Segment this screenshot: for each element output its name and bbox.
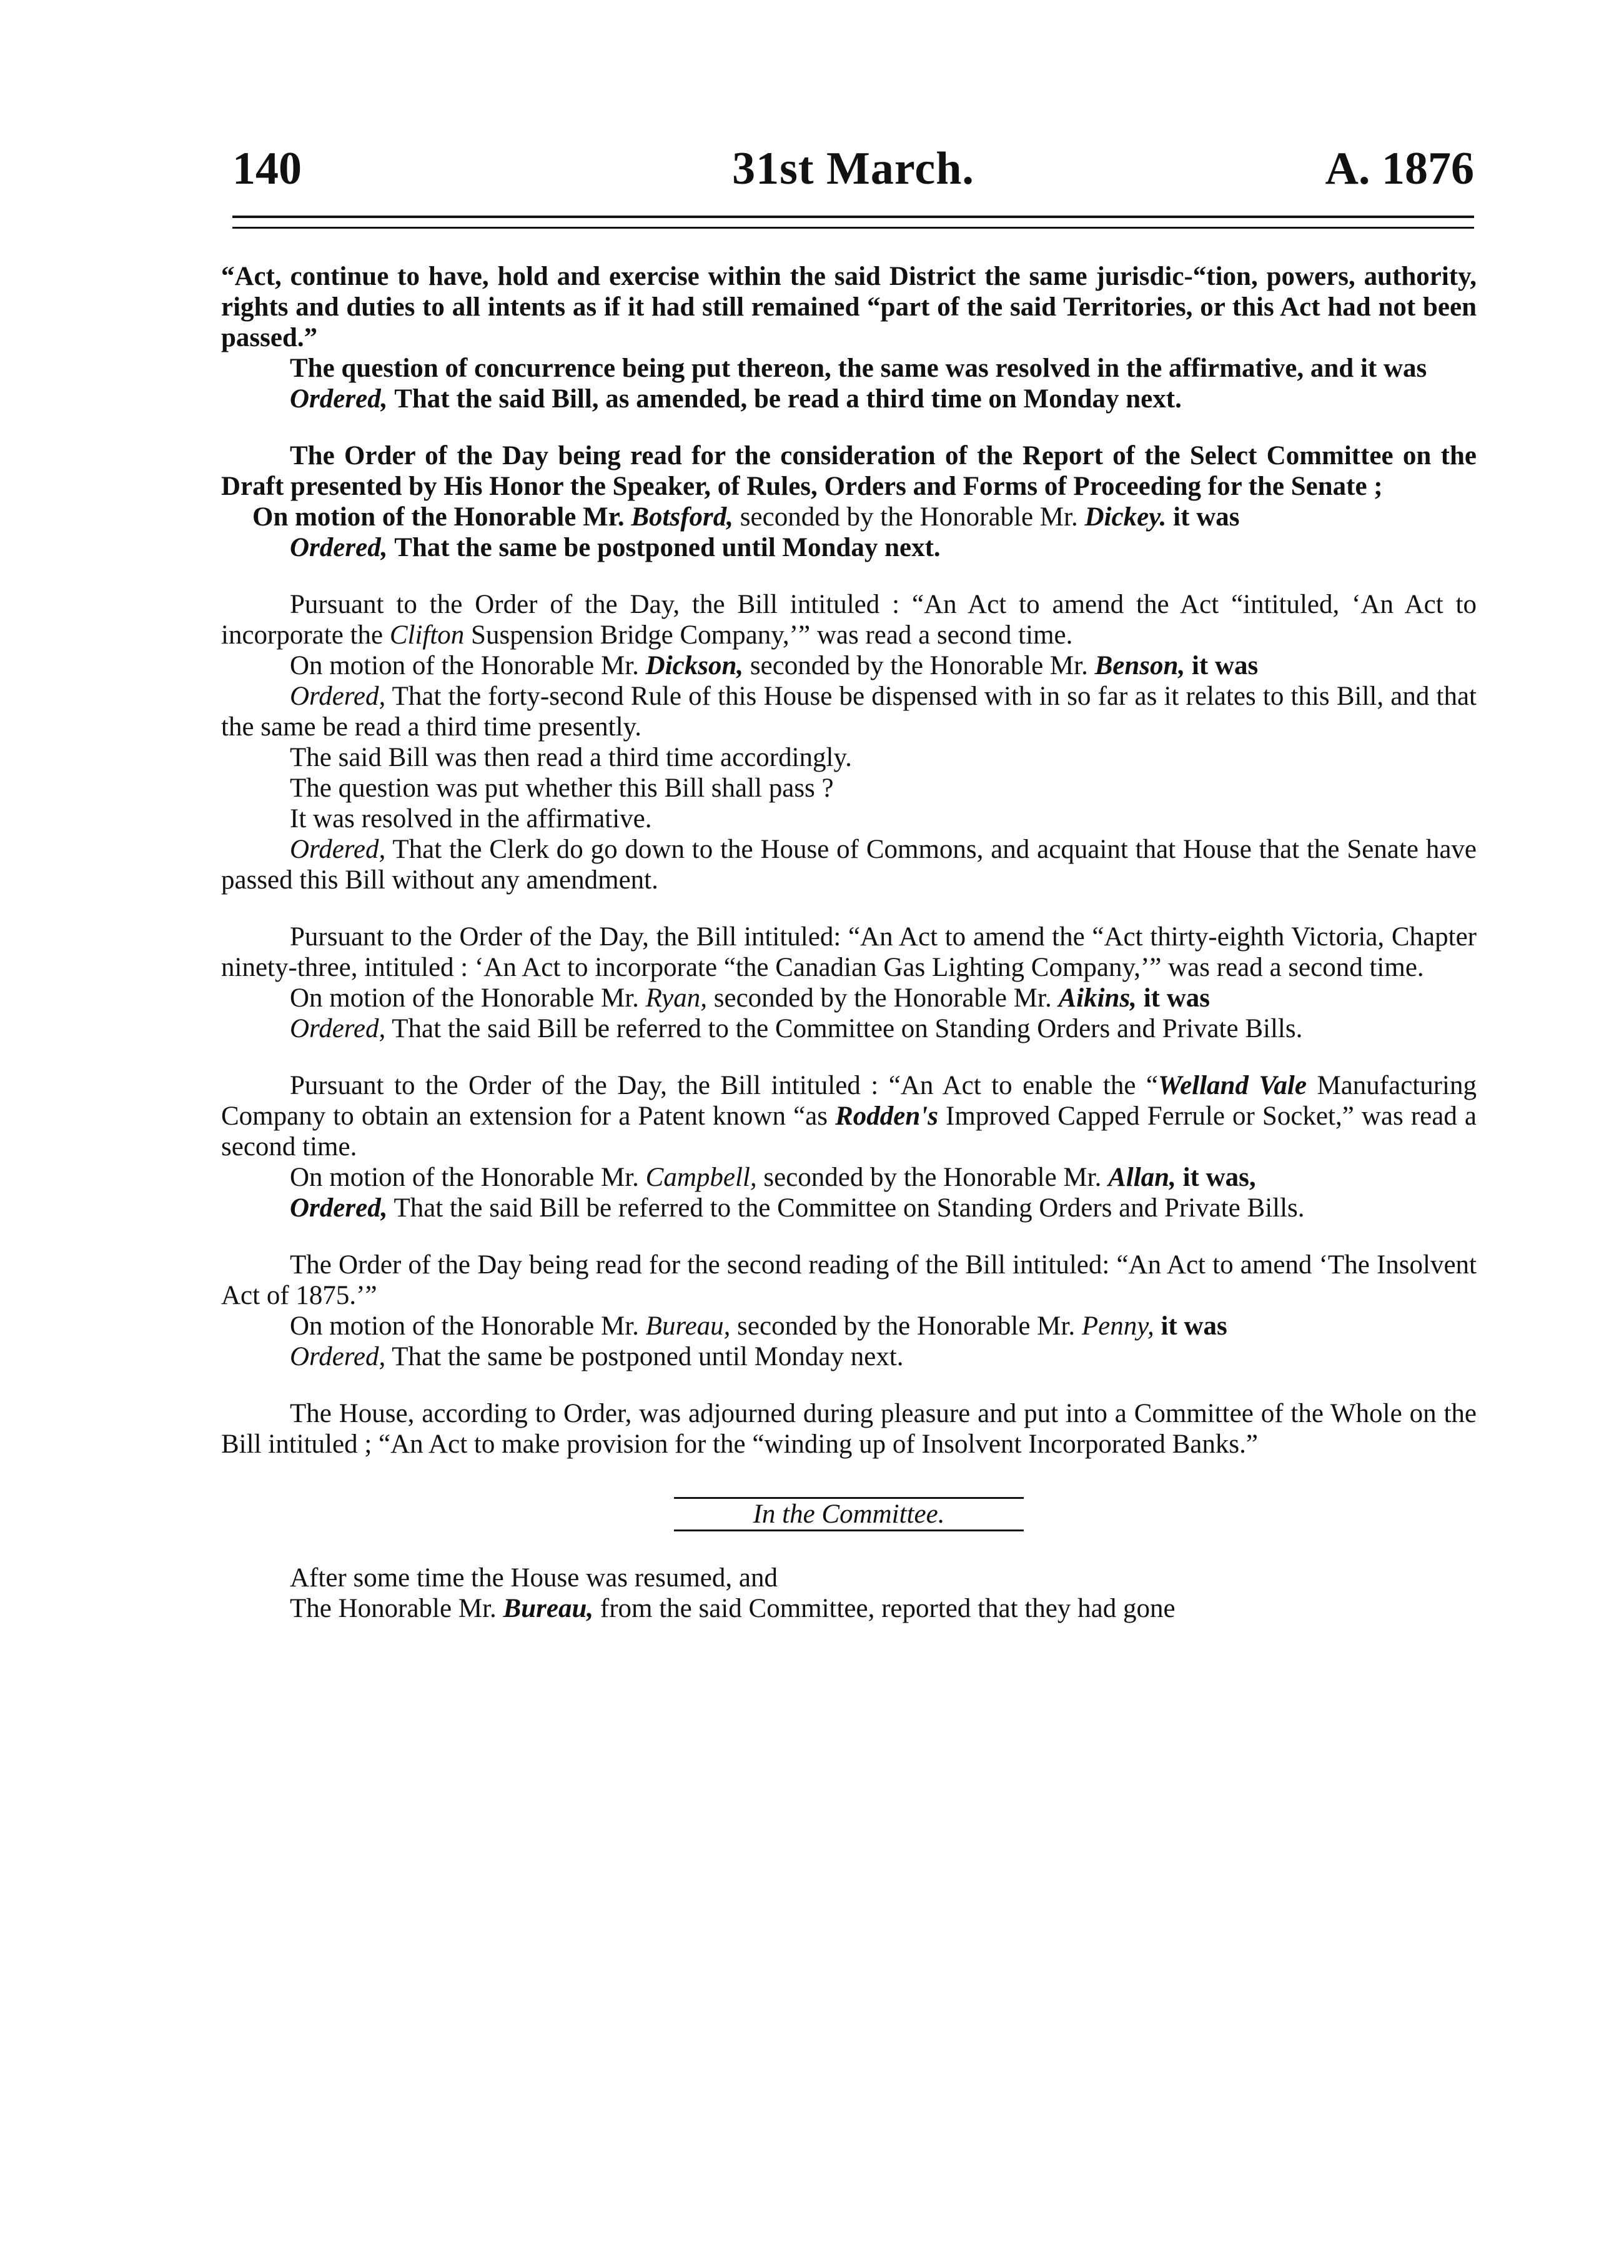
spacer	[221, 1372, 1477, 1398]
paragraph: The question of concurrence being put thereon, the same was resolved in the affirmative, and it was	[290, 354, 1427, 383]
committee-title: In the Committee.	[753, 1500, 945, 1529]
paragraph: After some time the House was resumed, and	[290, 1563, 778, 1593]
paragraph: Pursuant to the Order of the Day, the Bill intituled: “An Act to amend the “Act thirty-eighth Victoria, Chapter ninety-three, intituled : ‘An Act to incorporate “the Canadian Gas Lighting Company,’” was read a second time.	[221, 922, 1477, 982]
paragraph: The question was put whether this Bill shall pass ?	[290, 773, 834, 803]
paragraph: Pursuant to the Order of the Day, the Bill intituled : “An Act to amend the Act “intituled, ‘An Act to incorporate the Clifton Suspension Bridge Company,’” was read a second time.	[221, 590, 1477, 650]
paragraph: Pursuant to the Order of the Day, the Bill intituled : “An Act to enable the “Welland Vale Manufacturing Company to obtain an extension for a Patent known “as Rodden's Improved Capped Ferrule or Socket,” was read a second time.	[221, 1071, 1477, 1161]
page-year: A. 1876	[1325, 143, 1474, 194]
page-number: 140	[232, 143, 302, 194]
paragraph: Ordered, That the same be postponed until Monday next.	[290, 1342, 904, 1371]
paragraph: The Order of the Day being read for the consideration of the Report of the Select Committee on the Draft presented by His Honor the Speaker, of Rules, Orders and Forms of Proceeding for the Senate ;	[221, 441, 1477, 501]
spacer	[221, 1223, 1477, 1250]
paragraph: Ordered, That the said Bill be referred to the Committee on Standing Orders and Private Bills.	[290, 1014, 1303, 1043]
paragraph: “Act, continue to have, hold and exercise within the said District the same jurisdic-“tion, powers, authority, rights and duties to all intents as if it had still remained “part of the said Territories, or this Act had not been passed.”	[221, 262, 1477, 352]
spacer	[221, 1460, 1477, 1497]
spacer	[221, 563, 1477, 589]
page-header	[232, 134, 1474, 203]
journal-body	[221, 261, 1477, 1624]
paragraph: It was resolved in the affirmative.	[290, 804, 652, 833]
paragraph: Ordered, That the forty-second Rule of this House be dispensed with in so far as it relates to this Bill, and that the same be read a third time presently.	[221, 682, 1477, 742]
spacer	[221, 895, 1477, 922]
paragraph: On motion of the Honorable Mr. Ryan, seconded by the Honorable Mr. Aikins, it was	[290, 983, 1210, 1013]
paragraph: Ordered, That the same be postponed until Monday next.	[290, 533, 941, 562]
paragraph: Ordered, That the said Bill be referred to the Committee on Standing Orders and Private Bills.	[290, 1193, 1305, 1223]
spacer	[221, 414, 1477, 440]
paragraph: On motion of the Honorable Mr. Bureau, seconded by the Honorable Mr. Penny, it was	[290, 1311, 1227, 1341]
paragraph: The Honorable Mr. Bureau, from the said Committee, reported that they had gone	[290, 1594, 1176, 1623]
paragraph: On motion of the Honorable Mr. Campbell, seconded by the Honorable Mr. Allan, it was,	[290, 1163, 1256, 1192]
spacer	[221, 1044, 1477, 1070]
paragraph: The said Bill was then read a third time accordingly.	[290, 743, 852, 772]
spacer	[221, 1531, 1477, 1563]
paragraph: The House, according to Order, was adjourned during pleasure and put into a Committee of the Whole on the Bill intituled ; “An Act to make provision for the “winding up of Insolvent Incorporated Banks.”	[221, 1399, 1477, 1459]
page-date: 31st March.	[732, 143, 974, 194]
paragraph: Ordered, That the Clerk do go down to the House of Commons, and acquaint that House that the Senate have passed this Bill without any amendment.	[221, 835, 1477, 895]
paragraph: The Order of the Day being read for the second reading of the Bill intituled: “An Act to amend ‘The Insolvent Act of 1875.’”	[221, 1250, 1477, 1310]
header-rule	[232, 216, 1474, 229]
paragraph: On motion of the Honorable Mr. Botsford, seconded by the Honorable Mr. Dickey. it was	[252, 502, 1240, 532]
paragraph: On motion of the Honorable Mr. Dickson, seconded by the Honorable Mr. Benson, it was	[290, 651, 1259, 680]
paragraph: Ordered, That the said Bill, as amended, be read a third time on Monday next.	[290, 384, 1182, 414]
